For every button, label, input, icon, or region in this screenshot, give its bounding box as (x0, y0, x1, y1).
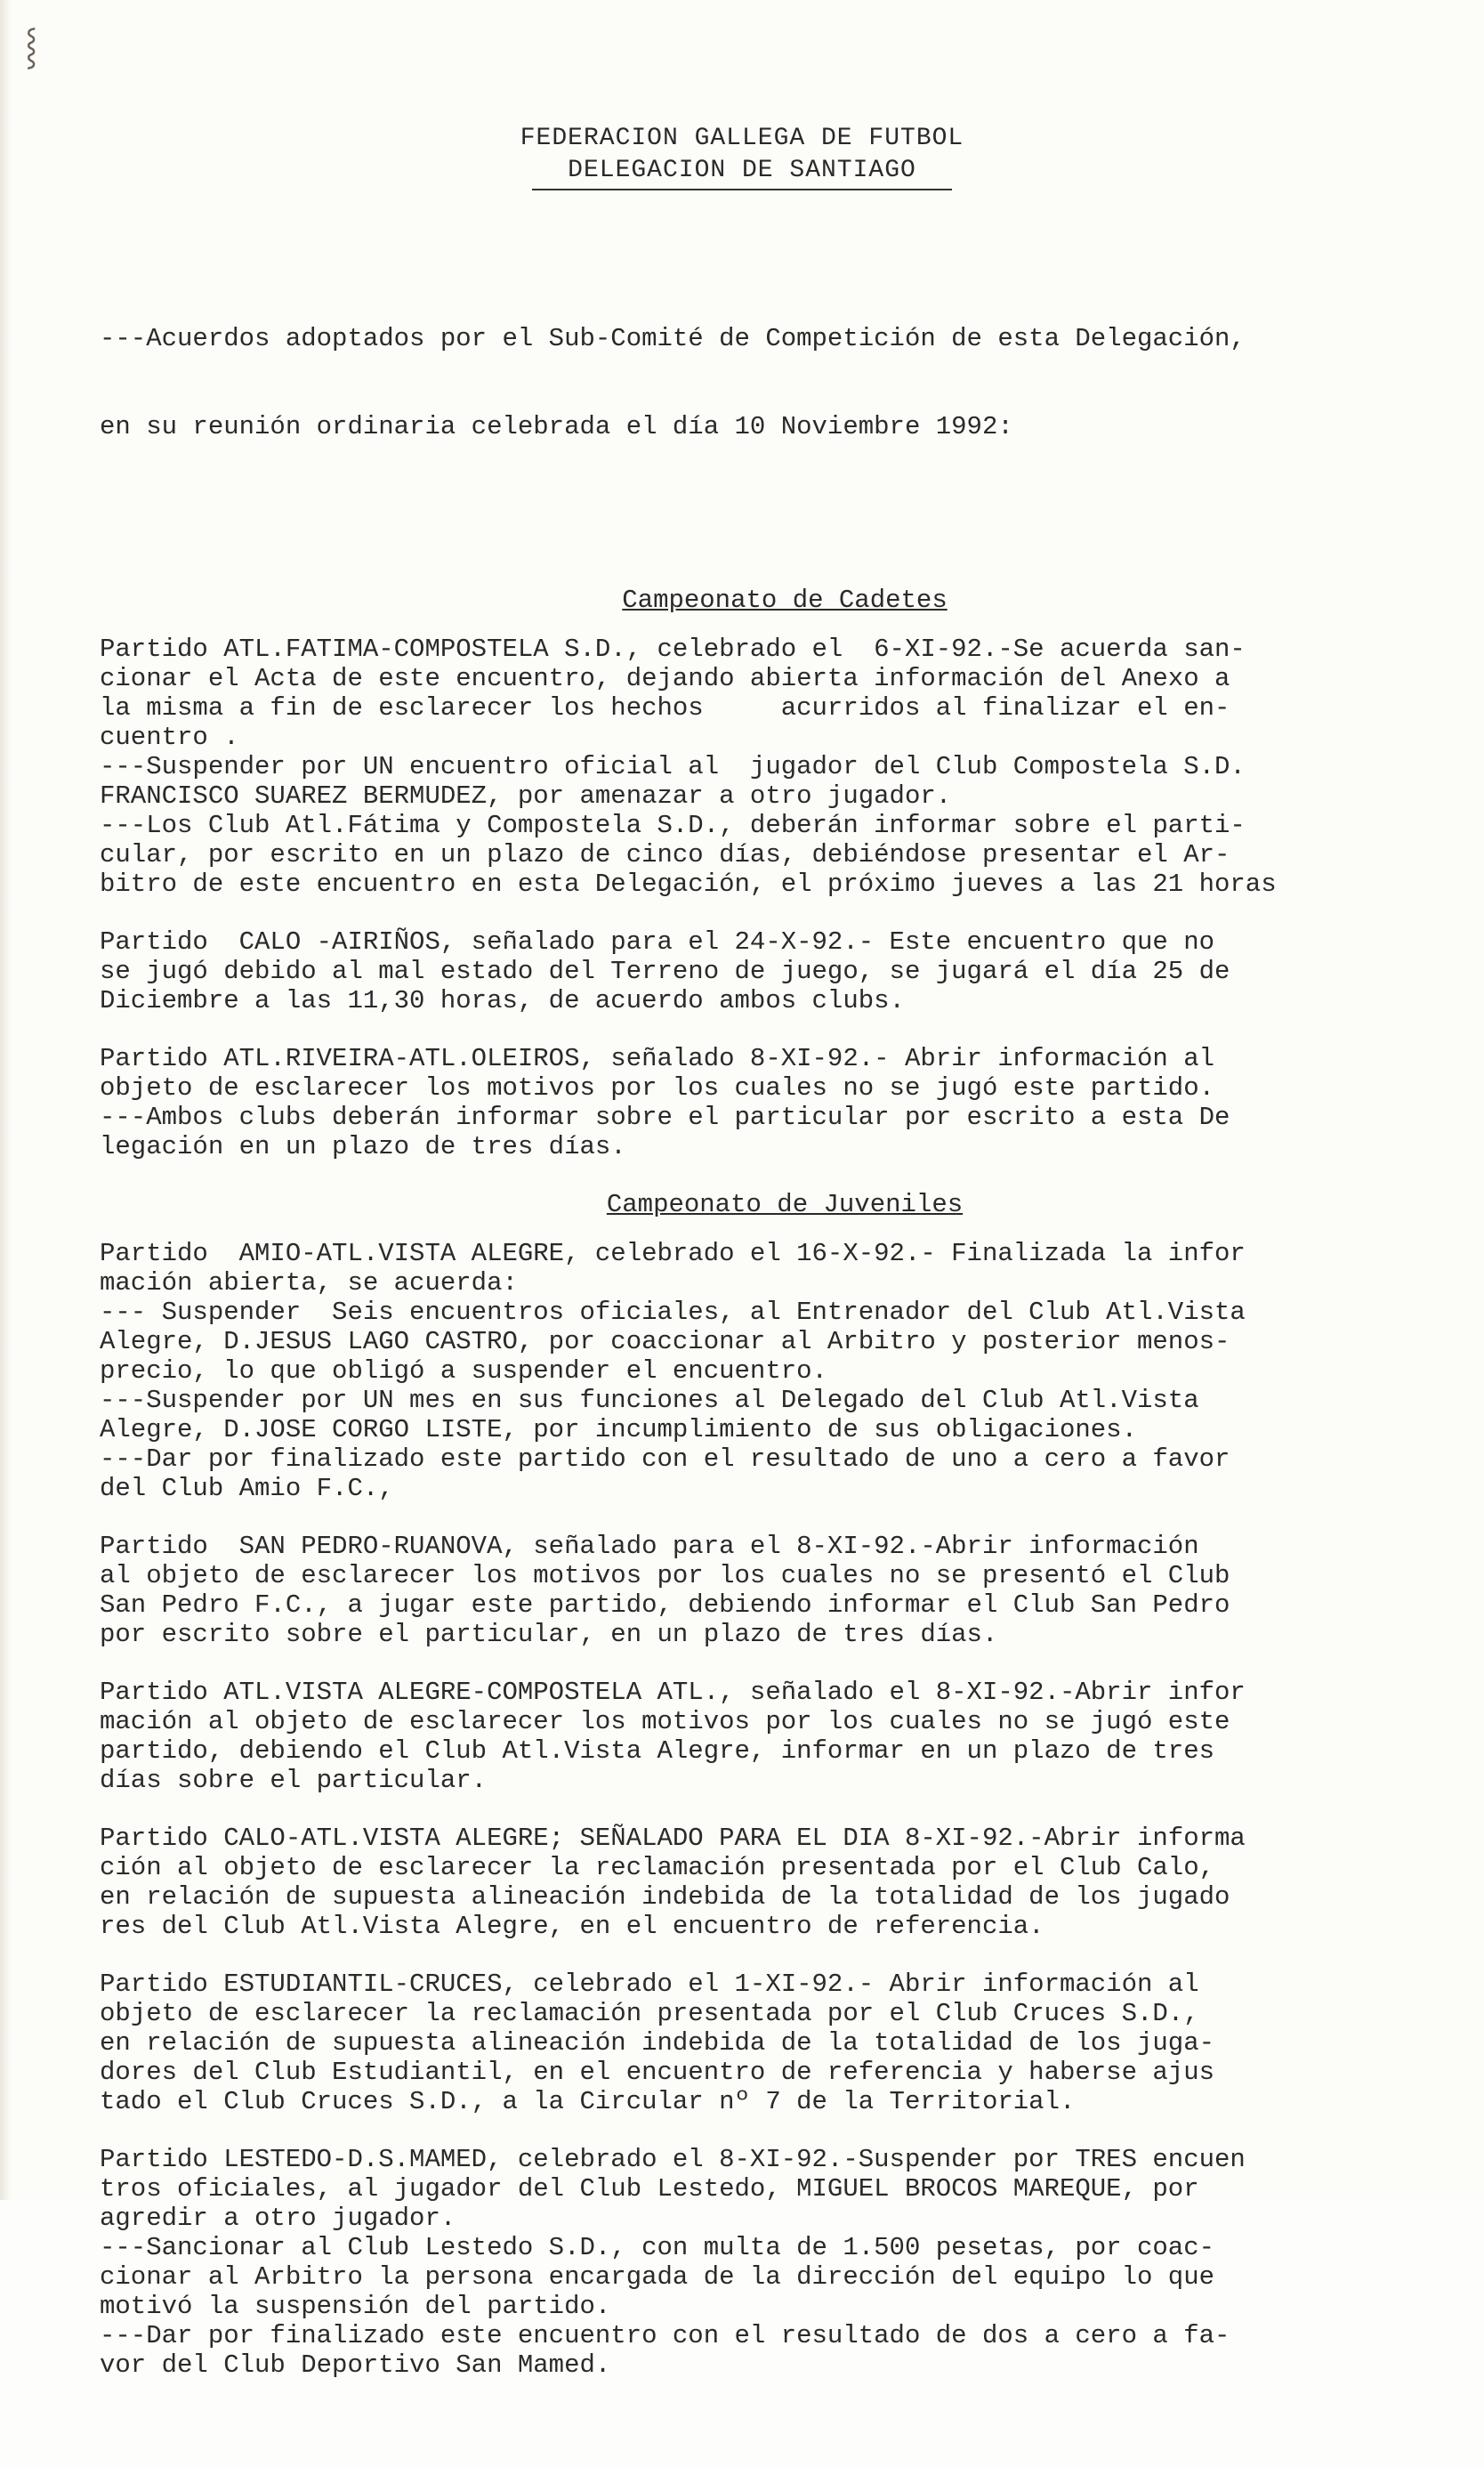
text-line: mación abierta, se acuerda: (100, 1268, 518, 1298)
text-line: dores del Club Estudiantil, en el encuentro de referencia y haberse ajus (100, 2058, 1215, 2087)
match-paragraph (100, 1970, 1434, 2116)
section-title: Campeonato de Juveniles (606, 1190, 964, 1219)
text-line: mación al objeto de esclarecer los motivos por los cuales no se jugó este (100, 1707, 1230, 1736)
intro-line: en su reunión ordinaria celebrada el día 10 Noviembre 1992: (100, 412, 1013, 441)
text-line: res del Club Atl.Vista Alegre, en el encuentro de referencia. (100, 1912, 1044, 1941)
text-line: Alegre, D.JESUS LAGO CASTRO, por coaccionar al Arbitro y posterior menos- (100, 1327, 1230, 1356)
text-line: Partido AMIO-ATL.VISTA ALEGRE, celebrado el 16-X-92.- Finalizada la infor (100, 1239, 1246, 1268)
match-paragraph (100, 927, 1434, 1015)
text-line: la misma a fin de esclarecer los hechos acurridos al finalizar el en- (100, 693, 1230, 723)
text-line: ---Ambos clubs deberán informar sobre el particular por escrito a esta De (100, 1103, 1230, 1132)
text-line: cionar al Arbitro la persona encargada de la dirección del equipo lo que (100, 2262, 1215, 2292)
text-line: cionar el Acta de este encuentro, dejando abierta información del Anexo a (100, 664, 1230, 693)
text-line: objeto de esclarecer la reclamación presentada por el Club Cruces S.D., (100, 1999, 1199, 2028)
text-line: del Club Amio F.C., (100, 1474, 394, 1503)
text-line: cular, por escrito en un plazo de cinco días, debiéndose presentar el Ar- (100, 840, 1230, 870)
text-line: ción al objeto de esclarecer la reclamación presentada por el Club Calo, (100, 1853, 1215, 1882)
text-line: tado el Club Cruces S.D., a la Circular nº 7 de la Territorial. (100, 2087, 1076, 2116)
text-line: Partido LESTEDO-D.S.MAMED, celebrado el 8-XI-92.-Suspender por TRES encuen (100, 2145, 1246, 2174)
text-line: legación en un plazo de tres días. (100, 1132, 626, 1161)
text-line: Partido ATL.RIVEIRA-ATL.OLEIROS, señalado 8-XI-92.- Abrir información al (100, 1044, 1215, 1073)
match-paragraph (100, 1824, 1434, 1941)
text-line: partido, debiendo el Club Atl.Vista Alegre, informar en un plazo de tres (100, 1736, 1215, 1766)
text-line: cuentro . (100, 723, 239, 752)
sections-container (100, 586, 1434, 2380)
text-line: días sobre el particular. (100, 1766, 488, 1795)
text-line: agredir a otro jugador. (100, 2204, 456, 2233)
text-line: por escrito sobre el particular, en un plazo de tres días. (100, 1620, 998, 1649)
text-line: FRANCISCO SUAREZ BERMUDEZ, por amenazar a otro jugador. (100, 781, 952, 811)
text-line: en relación de supuesta alineación indebida de la totalidad de los juga- (100, 2028, 1215, 2058)
punch-hole-mark: ⸾ (25, 29, 38, 69)
text-line: tros oficiales, al jugador del Club Lestedo, MIGUEL BROCOS MAREQUE, por (100, 2174, 1199, 2204)
match-paragraph (100, 2145, 1434, 2380)
text-line: ---Suspender por UN mes en sus funciones al Delegado del Club Atl.Vista (100, 1386, 1199, 1415)
text-line: Partido ATL.VISTA ALEGRE-COMPOSTELA ATL., señalado el 8-XI-92.-Abrir infor (100, 1678, 1246, 1707)
document-body (100, 206, 1434, 2467)
text-line: ---Dar por finalizado este partido con el resultado de uno a cero a favor (100, 1444, 1230, 1474)
match-paragraph (100, 635, 1434, 899)
text-line: Partido CALO -AIRIÑOS, señalado para el 24-X-92.- Este encuentro que no (100, 927, 1215, 957)
intro-paragraph (100, 265, 1434, 500)
section-title: Campeonato de Cadetes (622, 586, 948, 615)
match-paragraph (100, 1239, 1434, 1503)
text-line: Partido CALO-ATL.VISTA ALEGRE; SEÑALADO PARA EL DIA 8-XI-92.-Abrir informa (100, 1824, 1246, 1853)
text-line: bitro de este encuentro en esta Delegación, el próximo jueves a las 21 horas (100, 870, 1277, 899)
text-line: al objeto de esclarecer los motivos por los cuales no se presentó el Club (100, 1561, 1230, 1590)
text-line: objeto de esclarecer los motivos por los cuales no se jugó este partido. (100, 1073, 1215, 1103)
document-header (0, 123, 1484, 190)
header-delegation: DELEGACION DE SANTIAGO (532, 155, 952, 190)
text-line: precio, lo que obligó a suspender el encuentro. (100, 1356, 827, 1386)
header-federation: FEDERACION GALLEGA DE FUTBOL (520, 125, 964, 152)
intro-line: ---Acuerdos adoptados por el Sub-Comité de Competición de esta Delegación, (100, 324, 1246, 353)
match-paragraph (100, 1678, 1434, 1795)
text-line: Partido ESTUDIANTIL-CRUCES, celebrado el 1-XI-92.- Abrir información al (100, 1970, 1199, 1999)
text-line: vor del Club Deportivo San Mamed. (100, 2350, 611, 2380)
text-line: Alegre, D.JOSE CORGO LISTE, por incumplimiento de sus obligaciones. (100, 1415, 1137, 1444)
text-line: ---Sancionar al Club Lestedo S.D., con multa de 1.500 pesetas, por coac- (100, 2233, 1215, 2262)
text-line: motivó la suspensión del partido. (100, 2292, 611, 2321)
section (100, 1190, 1434, 2380)
text-line: ---Los Club Atl.Fátima y Compostela S.D., deberán informar sobre el parti- (100, 811, 1246, 840)
text-line: en relación de supuesta alineación indebida de la totalidad de los jugado (100, 1882, 1230, 1912)
section (100, 586, 1434, 1161)
text-line: Diciembre a las 11,30 horas, de acuerdo ambos clubs. (100, 986, 905, 1015)
text-line: San Pedro F.C., a jugar este partido, debiendo informar el Club San Pedro (100, 1590, 1230, 1620)
match-paragraph (100, 1044, 1434, 1161)
text-line: ---Suspender por UN encuentro oficial al jugador del Club Compostela S.D. (100, 752, 1246, 781)
text-line: se jugó debido al mal estado del Terreno de juego, se jugará el día 25 de (100, 957, 1230, 986)
text-line: --- Suspender Seis encuentros oficiales, al Entrenador del Club Atl.Vista (100, 1298, 1246, 1327)
text-line: ---Dar por finalizado este encuentro con el resultado de dos a cero a fa- (100, 2321, 1230, 2350)
text-line: Partido ATL.FATIMA-COMPOSTELA S.D., celebrado el 6-XI-92.-Se acuerda san- (100, 635, 1246, 664)
text-line: Partido SAN PEDRO-RUANOVA, señalado para el 8-XI-92.-Abrir información (100, 1532, 1199, 1561)
match-paragraph (100, 1532, 1434, 1649)
